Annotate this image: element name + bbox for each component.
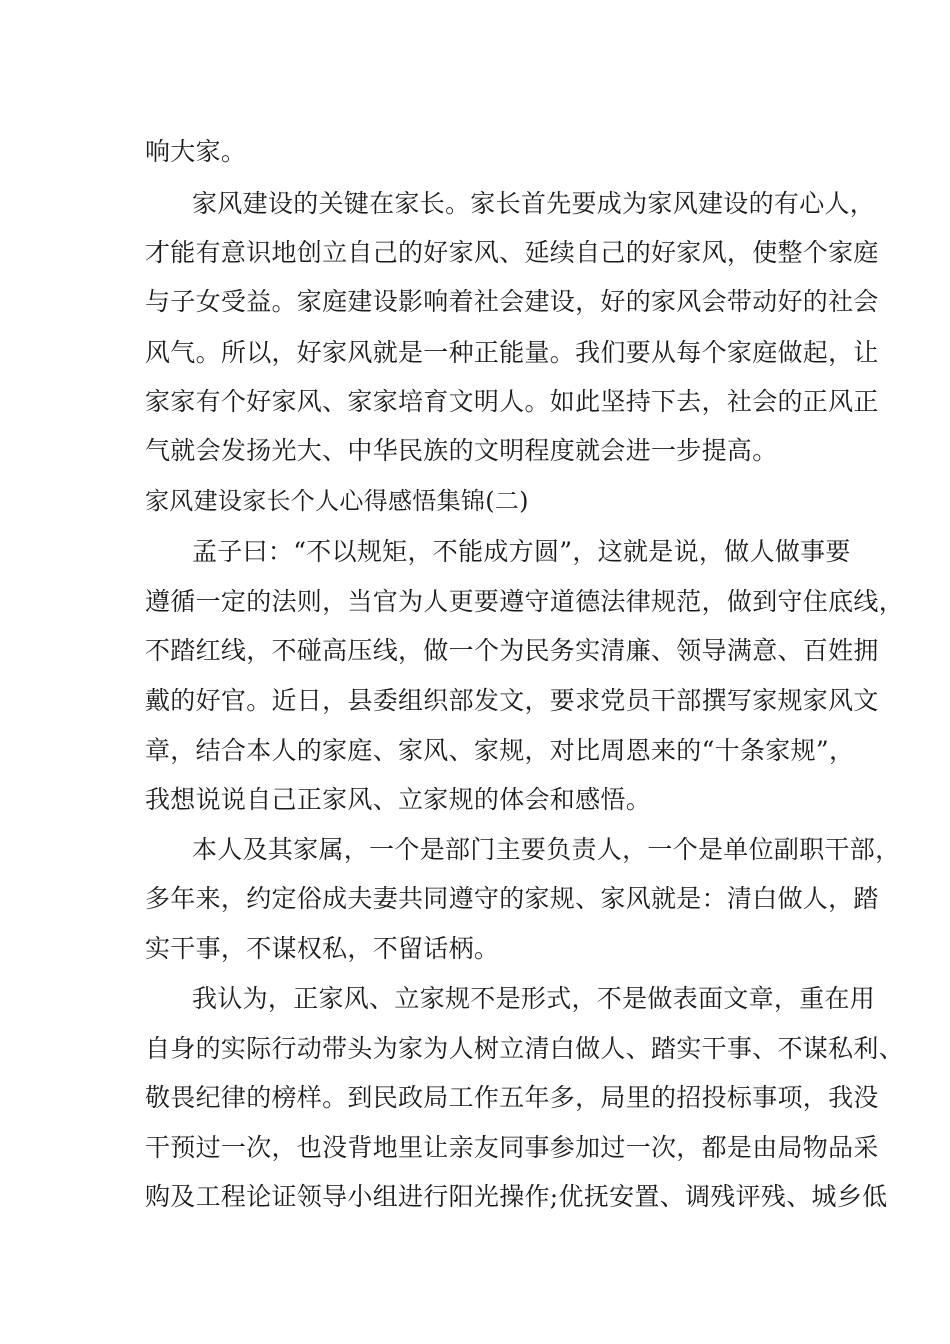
paragraph-first-line: 我认为，正家风、立家规不是形式，不是做表面文章，重在用 bbox=[192, 984, 876, 1013]
paragraph-first-line: 本人及其家属，一个是部门主要负责人，一个是单位副职干部， bbox=[192, 835, 901, 864]
text-line: 不踏红线，不碰高压线，做一个为民务实清廉、领导满意、百姓拥 bbox=[145, 636, 879, 665]
text-line: 风气。所以，好家风就是一种正能量。我们要从每个家庭做起，让 bbox=[145, 338, 879, 367]
text-line: 敬畏纪律的榜样。到民政局工作五年多，局里的招投标事项，我没 bbox=[145, 1083, 879, 1112]
text-line: 气就会发扬光大、中华民族的文明程度就会进一步提高。 bbox=[145, 436, 778, 465]
section-heading: 家风建设家长个人心得感悟集锦(二) bbox=[145, 487, 529, 515]
text-line: 自身的实际行动带头为家为人树立清白做人、踏实干事、不谋私利、 bbox=[145, 1034, 905, 1063]
text-line: 遵循一定的法则，当官为人更要遵守道德法律规范，做到守住底线， bbox=[145, 587, 905, 616]
paragraph-first-line: 孟子曰：“不以规矩，不能成方圆”，这就是说，做人做事要 bbox=[192, 537, 851, 566]
text-line: 购及工程论证领导小组进行阳光操作;优抚安置、调残评残、城乡低 bbox=[145, 1182, 888, 1211]
text-line: 家家有个好家风、家家培育文明人。如此坚持下去，社会的正风正 bbox=[145, 387, 879, 416]
paragraph-first-line: 家风建设的关键在家长。家长首先要成为家风建设的有心人， bbox=[192, 189, 876, 218]
text-line: 多年来，约定俗成夫妻共同遵守的家规、家风就是：清白做人，踏 bbox=[145, 884, 879, 913]
text-line: 章，结合本人的家庭、家风、家规，对比周恩来的“十条家规”， bbox=[145, 736, 855, 765]
text-line: 响大家。 bbox=[145, 137, 247, 166]
text-line: 与子女受益。家庭建设影响着社会建设，好的家风会带动好的社会 bbox=[145, 287, 879, 316]
text-line: 实干事，不谋权私，不留话柄。 bbox=[145, 934, 500, 963]
text-line: 才能有意识地创立自己的好家风、延续自己的好家风，使整个家庭 bbox=[145, 238, 879, 267]
text-line: 我想说说自己正家风、立家规的体会和感悟。 bbox=[145, 785, 652, 814]
text-line: 干预过一次，也没背地里让亲友同事参加过一次，都是由局物品采 bbox=[145, 1133, 879, 1162]
text-line: 戴的好官。近日，县委组织部发文，要求党员干部撰写家规家风文 bbox=[145, 686, 879, 715]
